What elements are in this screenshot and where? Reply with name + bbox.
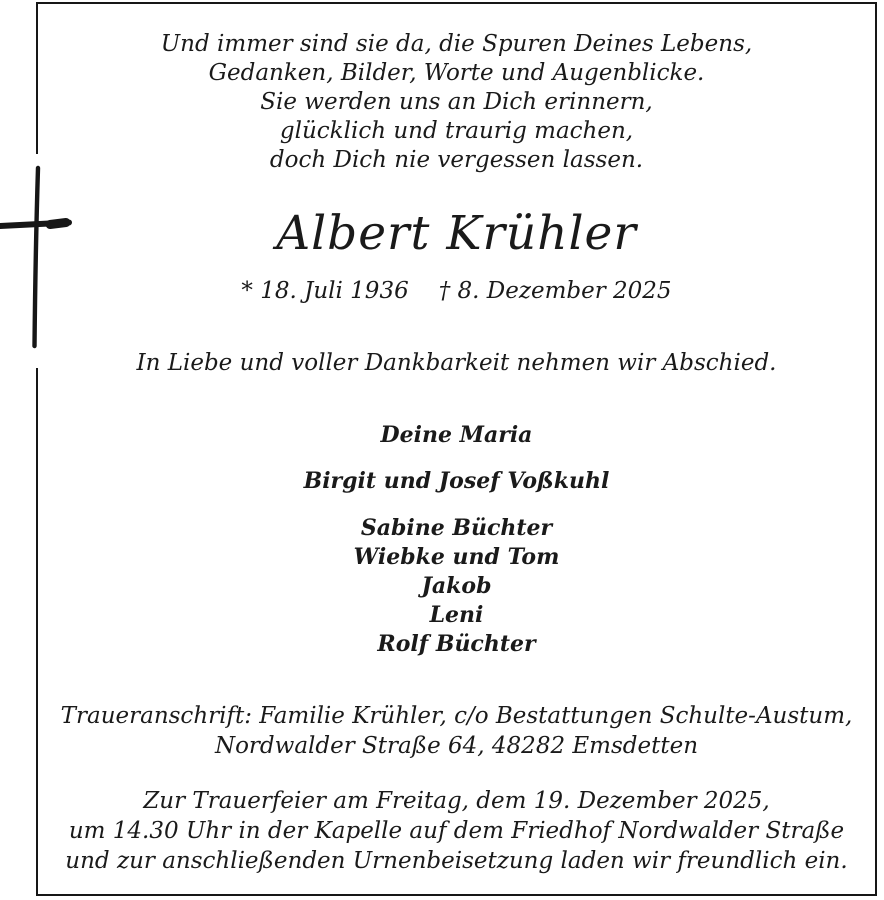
poem-line: doch Dich nie vergessen lassen.: [269, 147, 644, 173]
mourner-name: Jakob: [421, 573, 492, 599]
mourner-name: Rolf Büchter: [377, 631, 536, 657]
farewell-line: In Liebe und voller Dankbarkeit nehmen wir Abschied.: [136, 350, 777, 376]
life-dates: [36, 277, 877, 305]
mourner-name: Deine Maria: [380, 422, 533, 448]
mourner-name: Wiebke und Tom: [353, 544, 560, 570]
deceased-name: Albert Krühler: [276, 206, 637, 261]
death-date: † 8. Dezember 2025: [438, 278, 672, 304]
funeral-line: und zur anschließenden Urnenbeisetzung laden wir freundlich ein.: [65, 848, 848, 874]
mourner-name: Leni: [429, 602, 484, 628]
funeral-line: Zur Trauerfeier am Freitag, dem 19. Dezember 2025,: [143, 788, 770, 814]
mourner-name: Sabine Büchter: [360, 515, 553, 541]
mourner-family-list: [36, 514, 877, 659]
funeral-line: um 14.30 Uhr in der Kapelle auf dem Friedhof Nordwalder Straße: [68, 818, 845, 844]
poem-line: glücklich und traurig machen,: [279, 118, 634, 144]
address-line: Traueranschrift: Familie Krühler, c/o Bestattungen Schulte-Austum,: [60, 703, 853, 729]
poem-line: Gedanken, Bilder, Worte und Augenblicke.: [208, 60, 705, 86]
mourning-address: [36, 701, 877, 761]
poem-line: Und immer sind sie da, die Spuren Deines Lebens,: [160, 31, 753, 57]
mourner-name: Birgit und Josef Voßkuhl: [303, 468, 610, 494]
address-line: Nordwalder Straße 64, 48282 Emsdetten: [214, 733, 699, 759]
birth-date: * 18. Juli 1936: [241, 278, 409, 304]
poem-line: Sie werden uns an Dich erinnern,: [260, 89, 653, 115]
funeral-details: [36, 786, 877, 876]
memorial-poem: [36, 30, 877, 175]
